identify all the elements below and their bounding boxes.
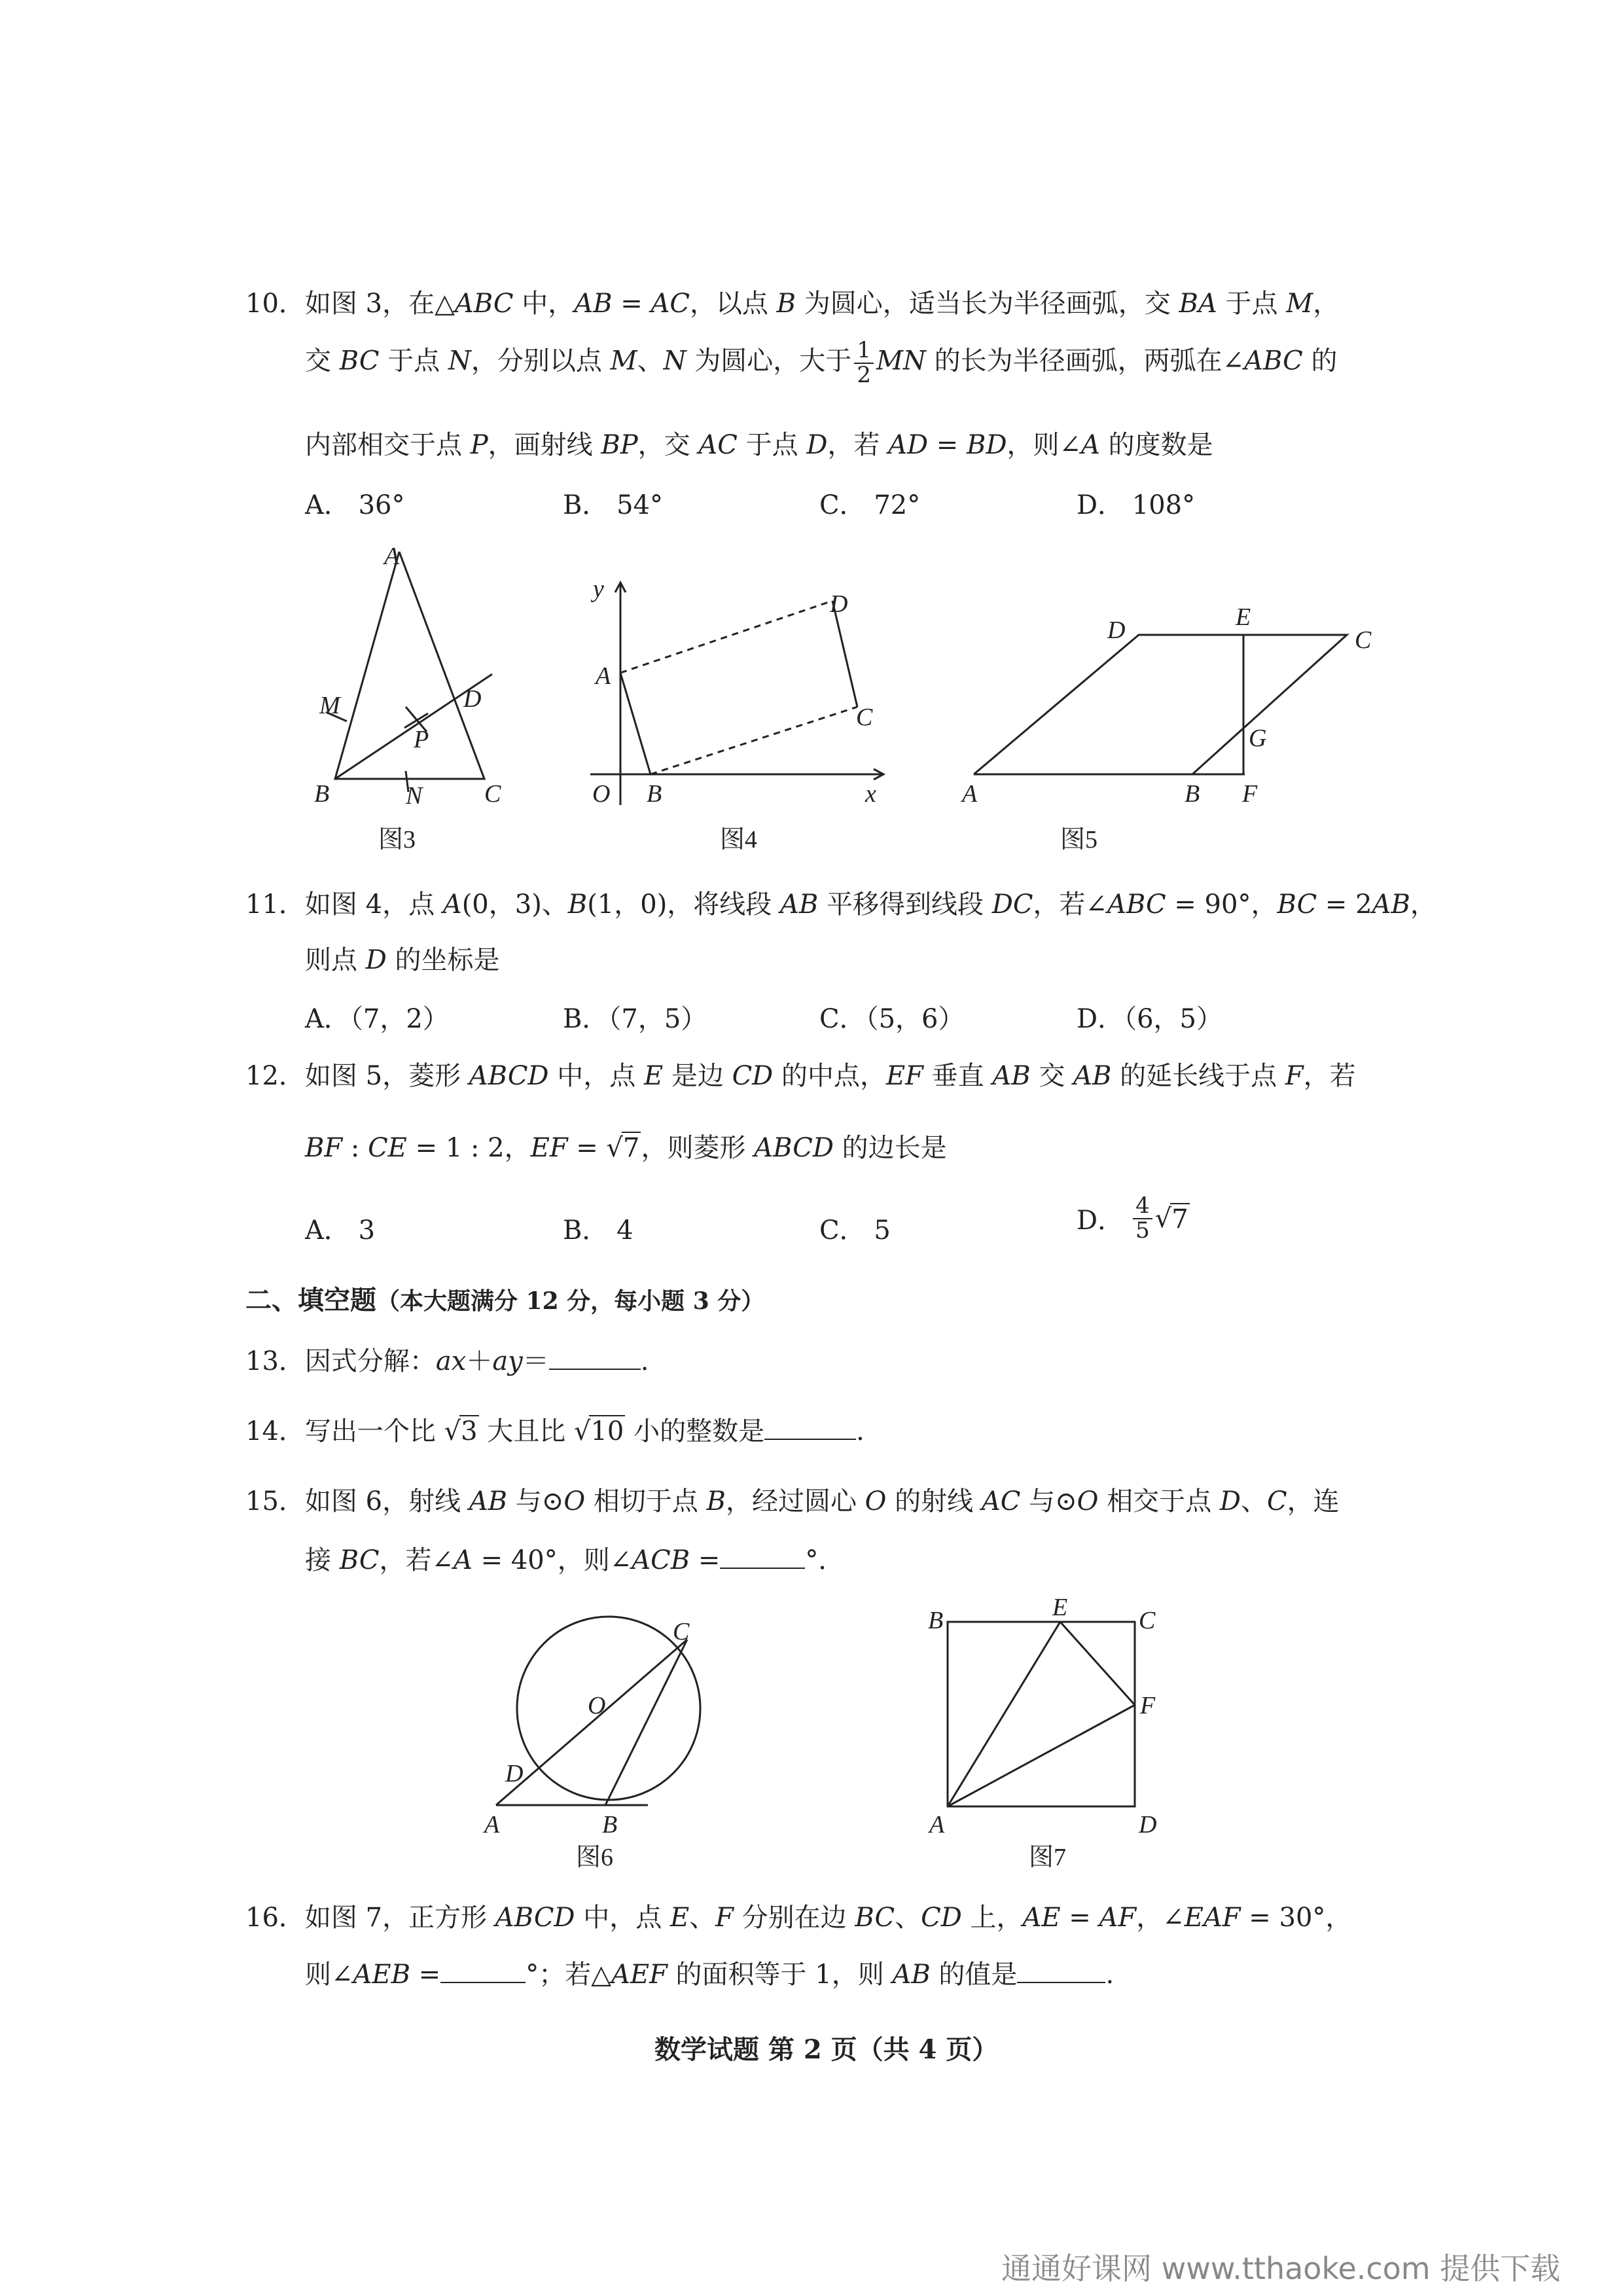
rhombus-abcd (974, 635, 1347, 774)
fig6-label-d: D (505, 1760, 524, 1787)
section-2-heading (245, 1280, 764, 1317)
fig5-label-g: G (1249, 725, 1267, 752)
q12-number: 12． (245, 1061, 305, 1091)
fig4-label-y: y (593, 575, 604, 603)
fig4-label-o: O (592, 780, 611, 808)
q14-number: 14． (245, 1416, 305, 1446)
fig3-label-b: B (314, 780, 330, 808)
q11-line2: 则点 D 的坐标是 (305, 945, 500, 975)
q10-line1: 10．如图 3，在△ABC 中，AB = AC，以点 B 为圆心，适当长为半径画弧，交 BA 于点 M， (245, 289, 1340, 319)
fig3-label-p: P (414, 726, 429, 753)
q12-line2: BF : CE = 1 : 2，EF = √7，则菱形 ABCD 的边长是 (305, 1133, 947, 1163)
fig6-label-o: O (588, 1692, 606, 1719)
fig7-label-e: E (1052, 1594, 1068, 1621)
fig7-label-f: F (1140, 1692, 1156, 1719)
q13-number: 13． (245, 1346, 305, 1376)
q11-option-d: D．（6，5） (1077, 1004, 1222, 1034)
q11-option-c: C．（5，6） (819, 1004, 965, 1034)
q10-option-c: C． 72° (819, 490, 921, 520)
q11-number: 11． (245, 889, 305, 920)
q11-line1: 11．如图 4，点 A(0，3)、B(1，0)，将线段 AB 平移得到线段 DC，若∠ABC = 90°，BC = 2AB， (245, 889, 1436, 920)
fig6-label-a: A (484, 1811, 500, 1839)
q15-line2: 接 BC，若∠A = 40°，则∠ACB = °． (305, 1545, 845, 1575)
fig5-label-a: A (962, 780, 978, 808)
fraction-four-fifths: $\frac{4}{5}$ (1133, 1194, 1152, 1242)
fig5-label-d: D (1107, 617, 1126, 644)
q15-line1: 15．如图 6，射线 AB 与⊙O 相切于点 B，经过圆心 O 的射线 AC 与⊙O 相交于点 D、C，连 (245, 1486, 1340, 1516)
q12-line1: 12．如图 5，菱形 ABCD 中，点 E 是边 CD 的中点，EF 垂直 AB 交 AB 的延长线于点 F，若 (245, 1061, 1356, 1091)
fig4-label-d: D (830, 590, 848, 618)
fig5-label-b: B (1185, 780, 1200, 808)
q16-answer-blank-1[interactable] (440, 1958, 526, 1983)
fig6-label-b: B (602, 1811, 618, 1839)
fig4-label-x: x (865, 780, 876, 808)
q10-line2: 交 BC 于点 N，分别以点 M、N 为圆心，大于 $\frac{1}{2}$ MN 的长为半径画弧，两弧在∠ABC 的 (305, 337, 1338, 388)
fig4-label-c: C (856, 704, 873, 731)
fig3-caption: 图3 (378, 826, 416, 853)
q10-option-d: D． 108° (1077, 490, 1196, 520)
q13-answer-blank[interactable] (549, 1345, 641, 1370)
fig7-label-c: C (1139, 1607, 1156, 1634)
watermark: 通通好课网 www.tthaoke.com 提供下载 (1001, 2251, 1561, 2286)
fig6-caption: 图6 (576, 1844, 614, 1871)
fig4-label-a: A (596, 662, 611, 690)
q16-number: 16． (245, 1903, 305, 1933)
q12-option-c: C． 5 (819, 1215, 891, 1246)
q12-option-b: B． 4 (563, 1215, 633, 1246)
fig5-label-e: E (1236, 603, 1251, 631)
section-2-title: 二、填空题 (245, 1285, 376, 1316)
square-abcd (948, 1622, 1135, 1806)
fig4-caption: 图4 (720, 826, 758, 853)
q11-option-b: B．（7，5） (563, 1004, 707, 1034)
figure-7 (948, 1622, 1135, 1806)
q16-line1: 16．如图 7，正方形 ABCD 中，点 E、F 分别在边 BC、CD 上，AE = AF，∠EAF = 30°， (245, 1903, 1352, 1933)
dashed-ad (620, 601, 832, 673)
fig3-label-m: M (319, 692, 340, 719)
segment-ab (620, 673, 651, 774)
figure-5 (974, 635, 1347, 774)
q15-number: 15． (245, 1486, 305, 1516)
q14: 14．写出一个比 √3 大且比 √10 小的整数是 . (245, 1416, 865, 1446)
segment-bc (605, 1640, 687, 1805)
ray-ac (496, 1640, 687, 1805)
fig7-label-a: A (929, 1811, 945, 1839)
fig7-label-b: B (928, 1607, 944, 1634)
q10-option-b: B． 54° (563, 490, 664, 520)
fig3-label-a: A (384, 543, 400, 570)
dashed-bc (651, 707, 857, 774)
q10-line3: 内部相交于点 P，画射线 BP，交 AC 于点 D，若 AD = BD，则∠A 的度数是 (305, 430, 1213, 460)
segment-ef (1060, 1622, 1135, 1705)
q14-answer-blank[interactable] (764, 1415, 856, 1440)
fig6-label-c: C (673, 1618, 690, 1645)
fig3-label-n: N (406, 782, 423, 810)
fig5-label-f: F (1242, 780, 1258, 808)
q11-option-a: A．（7，2） (305, 1004, 449, 1034)
fraction-one-half: $\frac{1}{2}$ (854, 339, 874, 387)
fig3-label-c: C (484, 780, 501, 808)
q10-option-a: A． 36° (305, 490, 405, 520)
figure-3 (326, 552, 492, 792)
fig4-label-b: B (647, 780, 662, 808)
q16-line2: 则∠AEB = °；若△AEF 的面积等于 1，则 AB 的值是 . (305, 1960, 1115, 1990)
fig7-label-d: D (1139, 1811, 1157, 1839)
q10-number: 10． (245, 289, 305, 319)
segment-ae (948, 1622, 1060, 1806)
fig5-label-c: C (1355, 626, 1372, 654)
q15-answer-blank[interactable] (720, 1544, 805, 1569)
triangle-abc (335, 552, 484, 779)
fig5-caption: 图5 (1060, 826, 1098, 853)
q16-answer-blank-2[interactable] (1017, 1958, 1105, 1983)
section-2-note: （本大题满分 12 分，每小题 3 分） (376, 1287, 765, 1315)
q13: 13．因式分解：ax＋ay＝ . (245, 1346, 649, 1376)
page-footer: 数学试题 第 2 页（共 4 页） (654, 2034, 999, 2065)
fig7-caption: 图7 (1029, 1844, 1067, 1871)
q12-option-a: A． 3 (305, 1215, 376, 1246)
segment-af (948, 1705, 1135, 1806)
fig3-label-d: D (463, 685, 482, 713)
q12-option-d: D． $\frac{4}{5}$ √ 7 (1077, 1193, 1188, 1244)
